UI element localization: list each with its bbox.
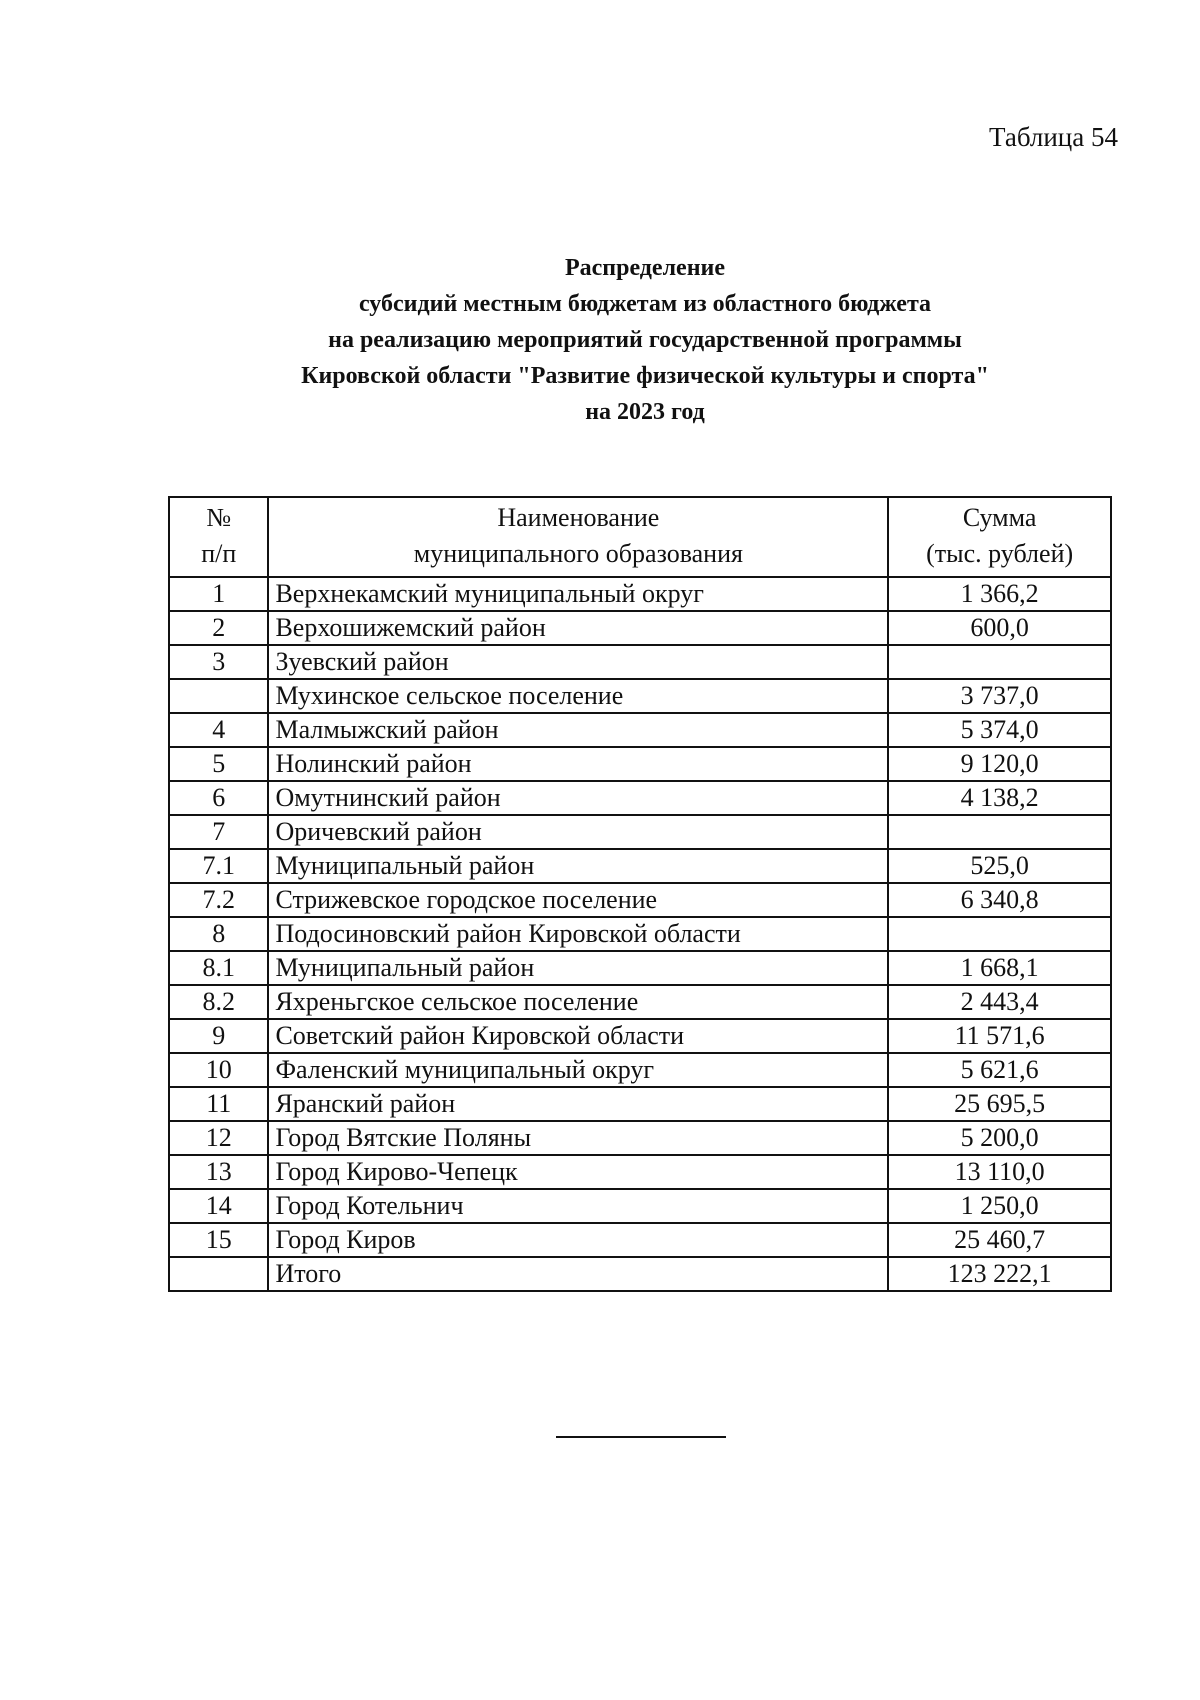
row-sum: 13 110,0 (888, 1155, 1111, 1189)
row-name: Советский район Кировской области (268, 1019, 888, 1053)
table-row (169, 883, 1111, 917)
table-row (169, 577, 1111, 611)
header-sum-line1: Сумма (962, 503, 1037, 532)
header-sum (888, 497, 1111, 577)
row-number: 8.1 (169, 951, 268, 985)
total-row (169, 1257, 1111, 1291)
table-row (169, 985, 1111, 1019)
title-line: субсидий местным бюджетам из областного бюджета (358, 291, 932, 317)
row-name: Город Киров (268, 1223, 888, 1257)
row-number: 3 (169, 645, 268, 679)
table-row (169, 917, 1111, 951)
row-name: Нолинский район (268, 747, 888, 781)
title-line: Распределение (564, 255, 726, 281)
row-name: Город Вятские Поляны (268, 1121, 888, 1155)
row-sum: 600,0 (888, 611, 1111, 645)
table-header-row (169, 497, 1111, 577)
header-name (268, 497, 888, 577)
row-name: Малмыжский район (268, 713, 888, 747)
row-sum: 1 668,1 (888, 951, 1111, 985)
row-sum: 4 138,2 (888, 781, 1111, 815)
row-number: 6 (169, 781, 268, 815)
row-sum (888, 917, 1111, 951)
title-line: Кировской области "Развитие физической культуры и спорта" (301, 363, 989, 389)
row-name: Город Котельнич (268, 1189, 888, 1223)
row-number: 7.2 (169, 883, 268, 917)
row-number: 15 (169, 1223, 268, 1257)
row-number: 10 (169, 1053, 268, 1087)
row-name: Верхнекамский муниципальный округ (268, 577, 888, 611)
row-number: 5 (169, 747, 268, 781)
row-sum: 25 695,5 (888, 1087, 1111, 1121)
row-number: 12 (169, 1121, 268, 1155)
table-row (169, 849, 1111, 883)
row-number: 2 (169, 611, 268, 645)
row-sum: 25 460,7 (888, 1223, 1111, 1257)
row-name: Муниципальный район (268, 951, 888, 985)
table-row (169, 747, 1111, 781)
table-row (169, 1019, 1111, 1053)
header-sum-line2: (тыс. рублей) (926, 539, 1074, 568)
row-number: 7.1 (169, 849, 268, 883)
distribution-table (168, 496, 1112, 1292)
row-name: Яхреньгское сельское поселение (268, 985, 888, 1019)
table-row (169, 1053, 1111, 1087)
table-row (169, 645, 1111, 679)
table-row (169, 815, 1111, 849)
row-number: 4 (169, 713, 268, 747)
row-name: Верхошижемский район (268, 611, 888, 645)
row-number (169, 1257, 268, 1291)
row-name: Подосиновский район Кировской области (268, 917, 888, 951)
row-number: 9 (169, 1019, 268, 1053)
row-sum: 1 366,2 (888, 577, 1111, 611)
row-sum: 525,0 (888, 849, 1111, 883)
row-number: 8 (169, 917, 268, 951)
row-sum: 3 737,0 (888, 679, 1111, 713)
row-name: Мухинское сельское поселение (268, 679, 888, 713)
table-row (169, 713, 1111, 747)
title-line: на 2023 год (585, 399, 705, 425)
row-name: Стрижевское городское поселение (268, 883, 888, 917)
table-body (169, 577, 1111, 1291)
row-name: Город Кирово-Чепецк (268, 1155, 888, 1189)
row-name: Муниципальный район (268, 849, 888, 883)
row-number: 11 (169, 1087, 268, 1121)
row-name: Яранский район (268, 1087, 888, 1121)
table-row (169, 1155, 1111, 1189)
header-name-line2: муниципального образования (413, 539, 743, 568)
row-number: 13 (169, 1155, 268, 1189)
row-number (169, 679, 268, 713)
row-sum: 11 571,6 (888, 1019, 1111, 1053)
row-sum: 123 222,1 (888, 1257, 1111, 1291)
row-sum: 9 120,0 (888, 747, 1111, 781)
header-number (169, 497, 268, 577)
row-number: 14 (169, 1189, 268, 1223)
table-number: Таблица 54 (989, 122, 1118, 152)
table-row (169, 951, 1111, 985)
row-number: 8.2 (169, 985, 268, 1019)
row-name: Итого (268, 1257, 888, 1291)
table-row (169, 781, 1111, 815)
table-row (169, 679, 1111, 713)
row-name: Оричевский район (268, 815, 888, 849)
table-row (169, 1087, 1111, 1121)
row-name: Фаленский муниципальный округ (268, 1053, 888, 1087)
row-sum: 6 340,8 (888, 883, 1111, 917)
table-row (169, 1121, 1111, 1155)
row-sum: 1 250,0 (888, 1189, 1111, 1223)
header-number-line1: № (206, 503, 232, 532)
row-sum: 5 200,0 (888, 1121, 1111, 1155)
row-sum: 5 374,0 (888, 713, 1111, 747)
header-name-line1: Наименование (497, 503, 660, 532)
row-sum: 2 443,4 (888, 985, 1111, 1019)
row-name: Зуевский район (268, 645, 888, 679)
table-row (169, 611, 1111, 645)
footer-rule (556, 1436, 726, 1438)
header-number-line2: п/п (201, 539, 237, 568)
row-sum: 5 621,6 (888, 1053, 1111, 1087)
row-name: Омутнинский район (268, 781, 888, 815)
row-number: 1 (169, 577, 268, 611)
title-line: на реализацию мероприятий государственной программы (328, 327, 962, 353)
table-row (169, 1189, 1111, 1223)
row-sum (888, 815, 1111, 849)
document-title (0, 250, 1200, 430)
table-row (169, 1223, 1111, 1257)
row-sum (888, 645, 1111, 679)
row-number: 7 (169, 815, 268, 849)
